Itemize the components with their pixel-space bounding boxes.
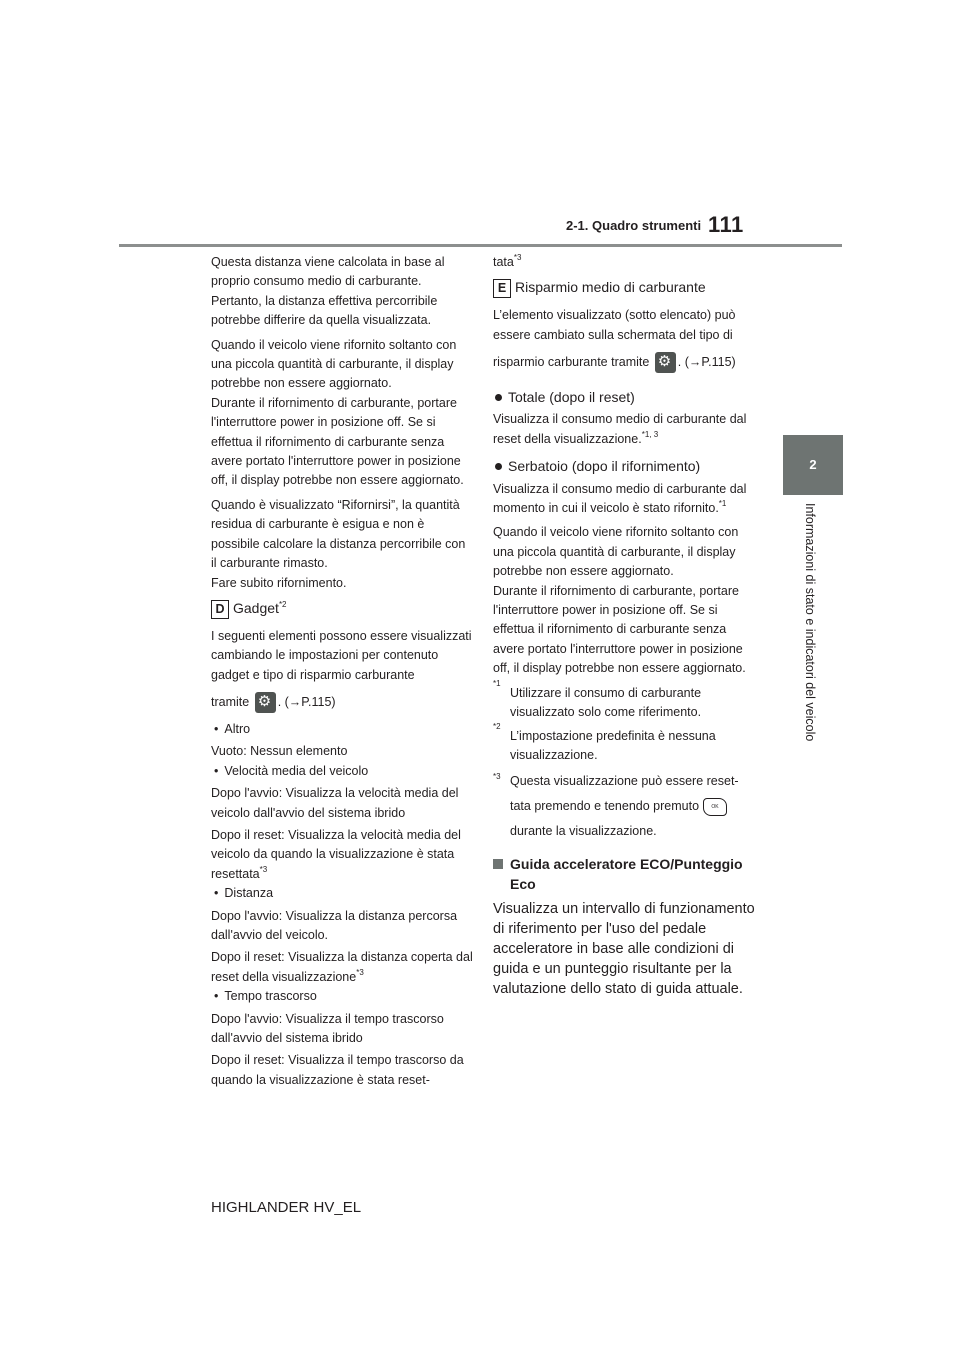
model-code: HIGHLANDER HV_EL (211, 1199, 362, 1216)
footnote-ref: *1, 3 (641, 429, 659, 439)
inline-text: risparmio carburante tramite (493, 355, 650, 370)
inline-text: Visualizza il consumo medio di carburante dal momento in cui il veicolo è stato rifornito. (493, 481, 747, 516)
paragraph: Dopo il reset: Visualizza il tempo trascorso da quando la visualizzazione è stata reset- (211, 1053, 464, 1087)
inline-text: tramite (211, 694, 250, 709)
square-bullet-icon (493, 859, 503, 869)
paragraph: I seguenti elementi possono essere visualizzati cambiando le impostazioni per contenuto gadget e tipo di risparmio carburante (211, 628, 472, 682)
footnote-ref: *3 (259, 864, 268, 874)
heading-text: Guida acceleratore ECO/Punteggio Eco (510, 856, 743, 893)
paragraph (211, 826, 473, 884)
paragraph (211, 948, 473, 987)
footnote-ref: *1 (718, 499, 727, 509)
paragraph: L’elemento visualizzato (sotto elencato) può essere cambiato sulla schermata del tipo di (493, 308, 736, 342)
gear-icon (255, 692, 276, 713)
paragraph-with-icon (493, 345, 755, 380)
page-reference: . (→P.115) (277, 694, 336, 709)
heading-text: Gadget (233, 599, 279, 616)
bullet-dot-icon (495, 463, 502, 470)
paragraph: Durante il rifornimento di carburante, portare l'interruttore power in posizione off. Se si effettua il rifornimento di carburante senza avere portato l'interruttore power in posizione off, il display potrebbe non essere aggiornato. (211, 395, 464, 488)
footnote-text: Questa visualizzazione può essere reset- (510, 774, 739, 789)
letter-badge-e: E (493, 279, 511, 298)
footnote-text: Utilizzare il consumo di carburante visualizzato solo come riferimento. (510, 685, 702, 720)
inline-text: Visualizza il consumo medio di carburante dal reset della visualizzazione. (493, 412, 747, 446)
paragraph: Quando il veicolo viene rifornito soltanto con una piccola quantità di carburante, il display potrebbe non essere aggiornato. (211, 337, 457, 391)
left-column (211, 253, 473, 1093)
footnote: *1 Utilizzare il consumo di carburante visualizzato solo come riferimento. (493, 678, 702, 720)
footnote: *2 L’impostazione predefinita è nessuna visualizzazione. (493, 721, 716, 762)
paragraph: Vuoto: Nessun elemento (211, 744, 348, 759)
ok-button-icon: OK (703, 798, 727, 816)
paragraph (493, 480, 755, 519)
list-item: • Tempo trascorso (211, 987, 473, 1006)
inline-text: Dopo il reset: Visualizza la distanza coperta dal reset della visualizzazione (211, 950, 473, 984)
footnote-ref: *2 (278, 599, 287, 609)
paragraph: Quando è visualizzato “Rifornirsi”, la quantità residua di carburante è esigua e non è possibile calcolare la distanza percorribile con il carburante rimasto. (211, 497, 466, 571)
chapter-title-vertical: Informazioni di stato e indicatori del veicolo (803, 503, 817, 742)
letter-badge-d: D (211, 600, 229, 619)
gear-icon (655, 352, 676, 373)
section-heading-d (211, 599, 473, 619)
paragraph: Dopo l'avvio: Visualizza la distanza percorsa dall'avvio del veicolo. (211, 908, 458, 942)
footnote: *3 Questa visualizzazione può essere reset- tata premendo e tenendo premuto OK durante la visualizzazione. (493, 772, 739, 839)
header-divider (119, 244, 842, 247)
paragraph: Dopo l'avvio: Visualizza la velocità media del veicolo dall'avvio del sistema ibrido (211, 786, 459, 820)
square-heading (493, 854, 755, 894)
section-title: 2-1. Quadro strumenti (566, 218, 702, 233)
inline-text: Dopo il reset: Visualizza la velocità media del veicolo da quando la visualizzazione è stata resettata (211, 827, 461, 881)
list-item: • Altro (211, 720, 473, 739)
section-heading-e (493, 278, 755, 298)
chapter-tab: 2 (783, 435, 843, 495)
footnote-text: L’impostazione predefinita è nessuna visualizzazione. (510, 728, 716, 762)
paragraph: Questa distanza viene calcolata in base al proprio consumo medio di carburante. Pertanto, la distanza effettiva percorribile potrebbe differire da quella visualizzata. (211, 255, 445, 328)
bullet-dot-icon (495, 394, 502, 401)
right-column (493, 253, 755, 999)
footnote-ref: *3 (356, 967, 364, 977)
bullet-heading (493, 388, 755, 407)
footnote-text: durante la visualizzazione. (510, 824, 657, 839)
paragraph: Durante il rifornimento di carburante, portare l'interruttore power in posizione off. Se si effettua il rifornimento di carburante senza avere portato l'interruttore power in posizione off, il display potrebbe non essere aggiornato. (493, 583, 746, 676)
paragraph: Quando il veicolo viene rifornito soltanto con una piccola quantità di carburante, il display potrebbe non essere aggiornato. (493, 525, 739, 579)
list-item: • Distanza (211, 884, 473, 903)
paragraph (493, 410, 755, 449)
heading-text: Totale (dopo il reset) (508, 389, 635, 406)
list-item: • Velocità media del veicolo (211, 762, 473, 781)
paragraph (493, 253, 755, 272)
page-reference: . (→P.115) (677, 355, 736, 370)
paragraph: Visualizza un intervallo di funzionamento di riferimento per l'uso del pedale acceleratore in base alle condizioni di guida e un punteggio risultante per la valutazione dello stato di guida attuale. (493, 901, 755, 997)
heading-text: Serbatoio (dopo il rifornimento) (508, 458, 701, 475)
footnote-ref: *3 (513, 253, 522, 262)
paragraph: Dopo l'avvio: Visualizza il tempo trascorso dall'avvio del sistema ibrido (211, 1011, 444, 1046)
inline-text: tata (493, 255, 514, 269)
page-number: 111 (708, 212, 744, 237)
paragraph-with-icon (211, 685, 473, 720)
bullet-heading (493, 457, 755, 476)
footnote-text: tata premendo e tenendo premuto (510, 799, 700, 814)
paragraph: Fare subito rifornimento. (211, 575, 347, 590)
heading-text: Risparmio medio di carburante (515, 279, 706, 296)
